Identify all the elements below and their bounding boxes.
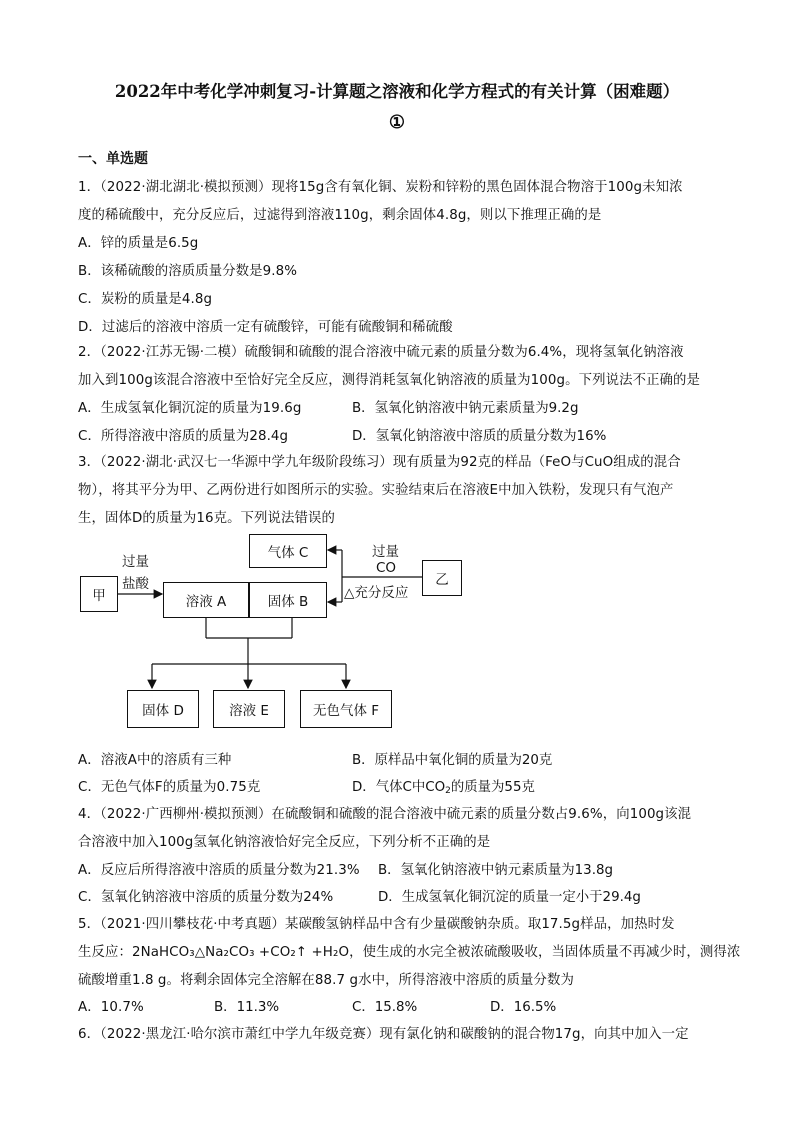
q5-option-d: D．16.5%: [490, 1000, 557, 1015]
q2-option-c: C．所得溶液中溶质的质量为28.4g: [78, 429, 289, 444]
experiment-flow-diagram: [70, 530, 490, 740]
box-solid-d: 固体 D: [127, 690, 199, 728]
q5-option-b: B．11.3%: [214, 1000, 280, 1015]
q3-stem-line2: 物），将其平分为甲、乙两份进行如图所示的实验。实验结束后在溶液E中加入铁粉，发现只有气泡产: [78, 483, 674, 498]
section-heading: 一、单选题: [78, 151, 148, 167]
q5-stem-line2: 生反应：2NaHCO₃△Na₂CO₃ +CO₂↑ +H₂O，使生成的水完全被浓硫酸吸收，当固体质量不再减少时，测得浓: [78, 945, 741, 960]
q2-stem-line2: 加入到100g该混合溶液中至恰好完全反应，测得消耗氢氧化钠溶液的质量为100g。下列说法不正确的是: [78, 373, 701, 388]
label-excess-1: 过量: [122, 554, 149, 570]
q3-option-a: A．溶液A中的溶质有三种: [78, 753, 232, 768]
q2-option-b: B．氢氧化钠溶液中钠元素质量为9.2g: [352, 401, 579, 416]
box-gas-c: 气体 C: [249, 534, 327, 568]
box-jia: 甲: [80, 576, 118, 612]
q3-option-d: D．气体C中$CO_2$的质量为55克: [352, 780, 535, 796]
label-excess-2: 过量: [372, 544, 399, 560]
box-solid-b: 固体 B: [249, 582, 327, 618]
label-hcl: 盐酸: [122, 576, 149, 592]
q2-option-a: A．生成氢氧化铜沉淀的质量为19.6g: [78, 401, 302, 416]
box-solution-a: 溶液 A: [163, 582, 249, 618]
q1-option-b: B．该稀硫酸的溶质质量分数是9.8%: [78, 264, 298, 279]
q5-option-a: A．10.7%: [78, 1000, 144, 1015]
q1-option-d: D．过滤后的溶液中溶质一定有硫酸锌，可能有硫酸铜和稀硫酸: [78, 320, 453, 335]
q1-option-c: C．炭粉的质量是4.8g: [78, 292, 213, 307]
q5-stem-line3: 硫酸增重1.8 g。将剩余固体完全溶解在88.7 g水中，所得溶液中溶质的质量分数为: [78, 973, 574, 988]
q4-option-b: B．氢氧化钠溶液中钠元素质量为13.8g: [378, 863, 613, 878]
q3-stem-line1: 3．（2022·湖北·武汉七一华源中学九年级阶段练习）现有质量为92克的样品（FeO与CuO组成的混合: [78, 455, 681, 470]
q3-option-b: B．原样品中氧化铜的质量为20克: [352, 753, 553, 768]
q4-stem-line2: 合溶液中加入100g氢氧化钠溶液恰好完全反应，下列分析不正确的是: [78, 835, 491, 850]
q1-option-a: A．锌的质量是6.5g: [78, 236, 199, 251]
q4-option-d: D．生成氢氧化铜沉淀的质量一定小于29.4g: [378, 890, 641, 905]
q3-option-c: C．无色气体F的质量为0.75克: [78, 780, 261, 795]
label-co: CO: [376, 560, 397, 576]
box-solution-e: 溶液 E: [213, 690, 285, 728]
q4-option-c: C．氢氧化钠溶液中溶质的质量分数为24%: [78, 890, 334, 905]
q4-option-a: A．反应后所得溶液中溶质的质量分数为21.3%: [78, 863, 360, 878]
doc-title-line1: 2022年中考化学冲刺复习-计算题之溶液和化学方程式的有关计算（困难题）: [114, 82, 680, 101]
q1-stem-line2: 度的稀硫酸中，充分反应后，过滤得到溶液110g，剩余固体4.8g，则以下推理正确的是: [78, 208, 602, 223]
label-heat-react: △充分反应: [344, 585, 409, 601]
box-yi: 乙: [422, 560, 462, 596]
q1-stem-line1: 1．（2022·湖北湖北·模拟预测）现将15g含有氧化铜、炭粉和锌粉的黑色固体混合物溶于100g未知浓: [78, 180, 683, 195]
box-gas-f: 无色气体 F: [300, 690, 392, 728]
q3-stem-line3: 生，固体D的质量为16克。下列说法错误的: [78, 511, 335, 526]
q2-stem-line1: 2．（2022·江苏无锡·二模）硫酸铜和硫酸的混合溶液中硫元素的质量分数为6.4%，现将氢氧化钠溶液: [78, 345, 684, 360]
q5-stem-line1: 5．（2021·四川攀枝花·中考真题）某碳酸氢钠样品中含有少量碳酸钠杂质。取17.5g样品，加热时发: [78, 917, 675, 932]
q4-stem-line1: 4．（2022·广西柳州·模拟预测）在硫酸铜和硫酸的混合溶液中硫元素的质量分数占9.6%，向100g该混: [78, 807, 692, 822]
q5-option-c: C．15.8%: [352, 1000, 418, 1015]
doc-title-line2: ①: [388, 112, 406, 133]
q6-stem-line1: 6．（2022·黑龙江·哈尔滨市萧红中学九年级竞赛）现有氯化钠和碳酸钠的混合物17g，向其中加入一定: [78, 1027, 689, 1042]
q2-option-d: D．氢氧化钠溶液中溶质的质量分数为16%: [352, 429, 607, 444]
